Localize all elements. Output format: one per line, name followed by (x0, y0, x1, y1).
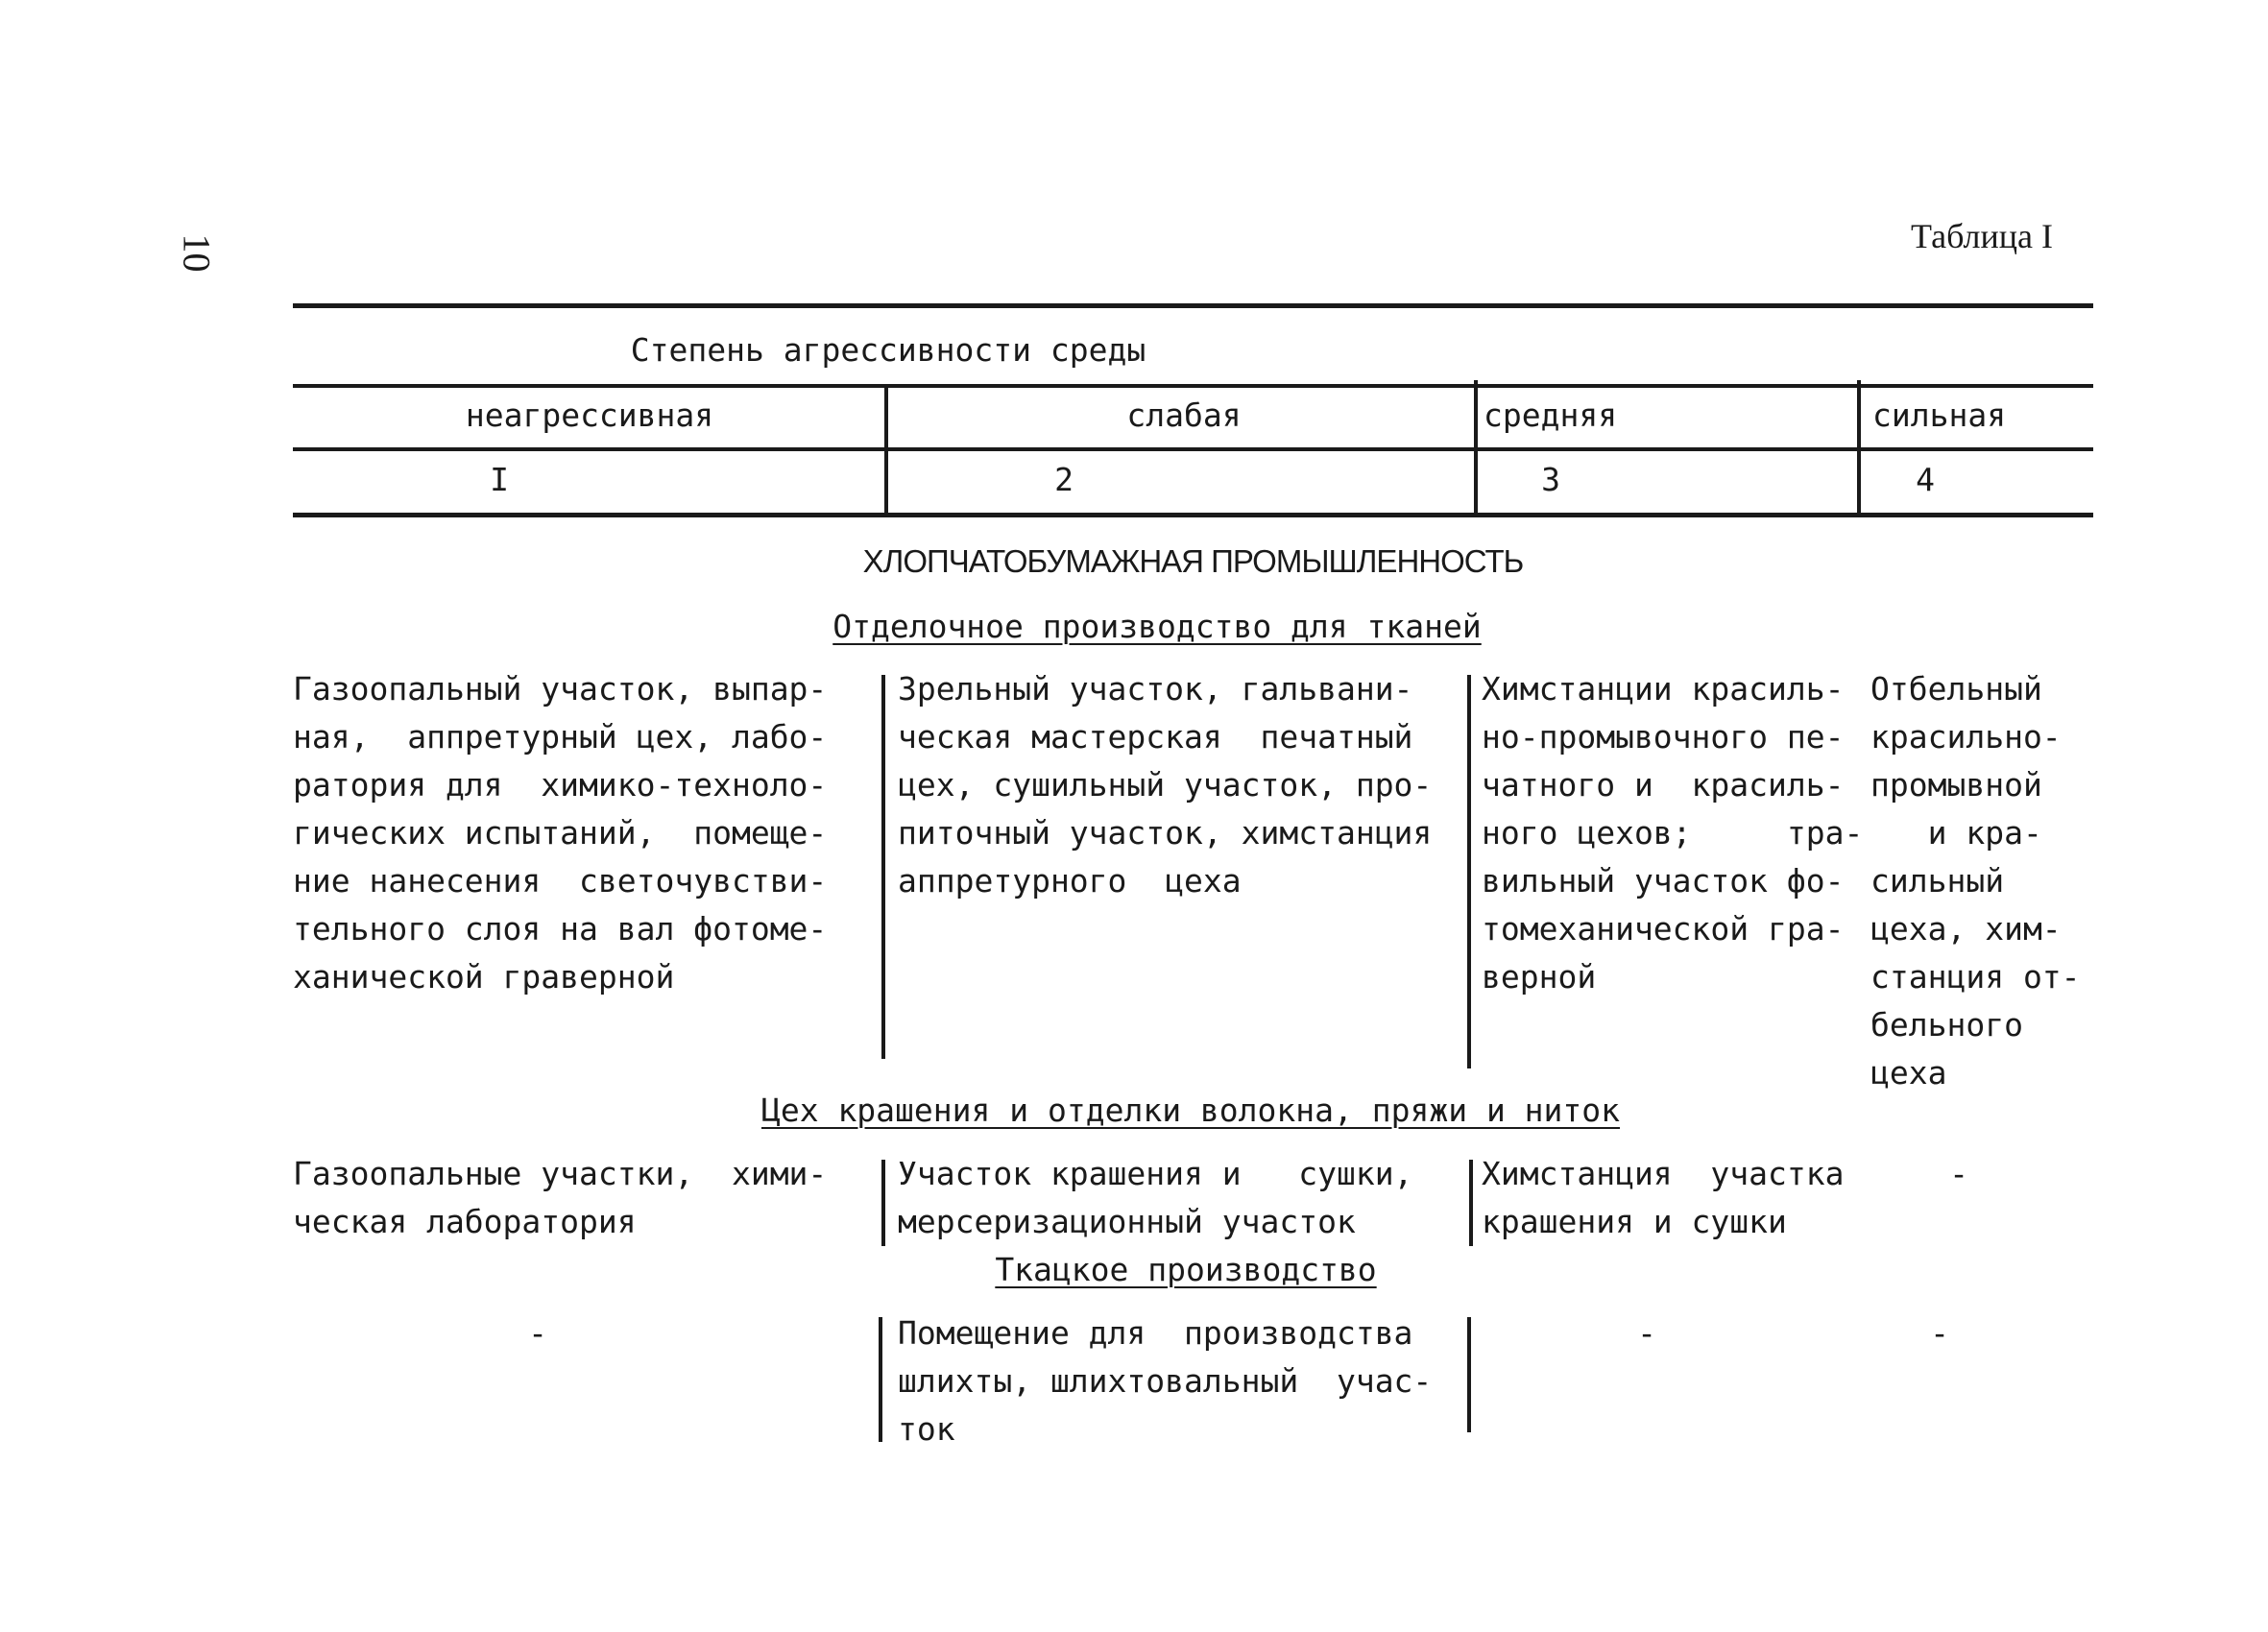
col-number-1: I (490, 461, 509, 498)
section1-cell-medium (1482, 665, 1863, 1001)
text-line: но-промывочного пе- (1482, 718, 1845, 756)
section-title-weaving: Ткацкое производство (995, 1251, 1377, 1288)
text-line: ческая лаборатория (293, 1203, 637, 1240)
header-title: Степень агрессивности среды (630, 331, 1146, 369)
section3-divider-2 (1467, 1317, 1471, 1432)
header-rule-3 (293, 513, 2093, 517)
text-line: Химстанции красиль- (1482, 670, 1845, 708)
text-line: тельного слоя на вал фотоме- (293, 910, 828, 948)
text-line: ние нанесения светочувстви- (293, 862, 828, 900)
section2-cell-strong: - (1949, 1155, 1968, 1192)
section1-divider-1 (881, 675, 885, 1059)
section3-divider-1 (879, 1317, 882, 1442)
col-number-2: 2 (1054, 461, 1074, 498)
text-line: Газоопальный участок, выпар- (293, 670, 828, 708)
page-number: 10 (175, 233, 219, 273)
section2-divider-1 (881, 1160, 885, 1246)
text-line: чатного и красиль- (1482, 766, 1845, 804)
section2-cell-medium (1482, 1150, 1845, 1246)
section3-cell-nonaggressive: - (528, 1314, 547, 1352)
section-title-finishing: Отделочное производство для тканей (832, 608, 1482, 645)
table-top-rule (293, 303, 2093, 308)
text-line: Химстанция участка (1482, 1155, 1845, 1192)
header-divider-2 (1474, 380, 1478, 515)
col-header-medium: средняя (1484, 396, 1618, 434)
text-line: цеха, хим- (1870, 910, 2062, 948)
col-header-strong: сильная (1872, 396, 2007, 434)
section3-cell-strong: - (1930, 1314, 1949, 1352)
col-header-weak: слабая (1126, 396, 1242, 434)
text-line: аппретурного цеха (898, 862, 1242, 900)
col-header-nonaggressive: неагрессивная (465, 396, 714, 434)
text-line: станция от- (1870, 958, 2081, 996)
text-line: верной (1482, 958, 1597, 996)
col-number-4: 4 (1916, 461, 1935, 498)
header-divider-1 (884, 386, 888, 515)
text-line: гических испытаний, помеще- (293, 814, 828, 852)
text-line: сильный (1870, 862, 2005, 900)
section1-divider-2 (1467, 675, 1471, 1068)
section3-cell-medium: - (1637, 1314, 1656, 1352)
text-line: бельного (1870, 1006, 2023, 1044)
text-line: питочный участок, химстанция (898, 814, 1433, 852)
text-line: ток (898, 1410, 955, 1448)
section2-divider-2 (1469, 1160, 1473, 1246)
table-label: Таблица I (1911, 217, 2053, 255)
text-line: крашения и сушки (1482, 1203, 1787, 1240)
text-line: ратория для химико-техноло- (293, 766, 828, 804)
text-line: вильный участок фо- (1482, 862, 1845, 900)
text-line: промывной (1870, 766, 2042, 804)
text-line: ного цехов; тра- (1482, 814, 1864, 852)
text-line: ханической граверной (293, 958, 675, 996)
section1-cell-strong (1870, 665, 2081, 1097)
text-line: красильно- (1870, 718, 2062, 756)
section3-cell-weak (898, 1309, 1432, 1453)
header-rule-1 (293, 384, 2093, 388)
header-rule-2 (293, 447, 2093, 451)
section-title-dyeing: Цех крашения и отделки волокна, пряжи и ниток (760, 1092, 1621, 1129)
text-line: шлихты, шлихтовальный учас- (898, 1362, 1433, 1400)
text-line: ная, аппретурный цех, лабо- (293, 718, 828, 756)
section1-cell-weak (898, 665, 1432, 905)
section1-cell-nonaggressive (293, 665, 827, 1001)
text-line: цеха (1870, 1054, 1947, 1092)
section2-cell-nonaggressive (293, 1150, 827, 1246)
header-divider-3 (1857, 380, 1861, 515)
text-line: цех, сушильный участок, про- (898, 766, 1433, 804)
text-line: Зрельный участок, гальвани- (898, 670, 1413, 708)
col-number-3: 3 (1541, 461, 1560, 498)
text-line: томеханической гра- (1482, 910, 1845, 948)
text-line: Участок крашения и сушки, (898, 1155, 1413, 1192)
industry-title: ХЛОПЧАТОБУМАЖНАЯ ПРОМЫШЛЕННОСТЬ (862, 543, 1524, 579)
text-line: Помещение для производства (898, 1314, 1413, 1352)
text-line: Газоопальные участки, хими- (293, 1155, 828, 1192)
text-line: ческая мастерская печатный (898, 718, 1413, 756)
text-line: и кра- (1870, 814, 2042, 852)
section2-cell-weak (898, 1150, 1412, 1246)
text-line: Отбельный (1870, 670, 2042, 708)
text-line: мерсеризационный участок (898, 1203, 1356, 1240)
